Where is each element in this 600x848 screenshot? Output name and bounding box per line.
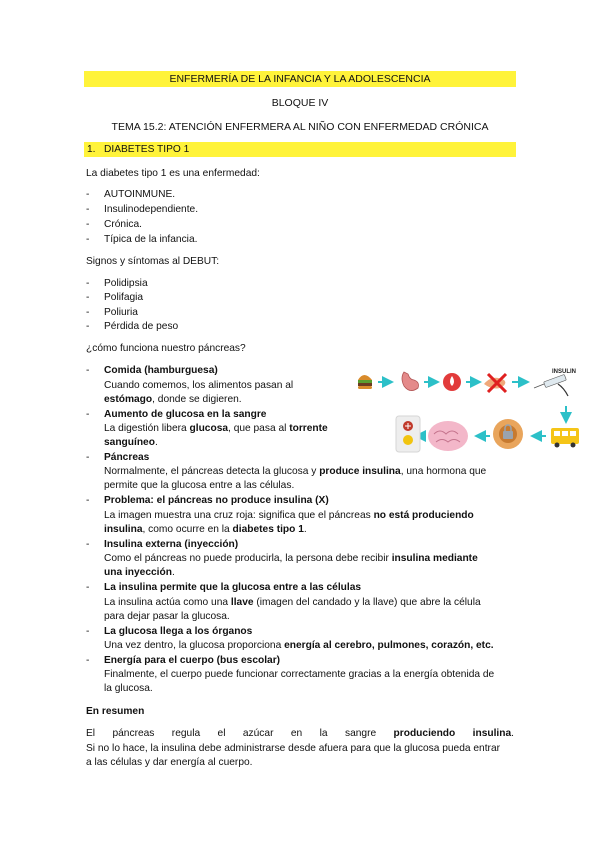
step-text: insulina, como ocurre en la diabetes tipo 1.: [104, 524, 307, 535]
bullet-dash: -: [86, 626, 90, 637]
bullet-dash: -: [86, 321, 90, 332]
step-title: Insulina externa (inyección): [104, 539, 239, 550]
course-title: ENFERMERÍA DE LA INFANCIA Y LA ADOLESCENCIA: [169, 73, 431, 85]
organs-icon: [396, 416, 420, 452]
step-title: La glucosa llega a los órganos: [104, 626, 253, 637]
list-item: AUTOINMUNE.: [104, 189, 176, 200]
question-text: ¿cómo funciona nuestro páncreas?: [86, 343, 246, 354]
step-text: Finalmente, el cuerpo puede funcionar correctamente gracias a la energía obtenida de: [104, 669, 495, 680]
bullet-dash: -: [86, 495, 90, 506]
list-item: Polidipsia: [104, 278, 148, 289]
bullet-dash: -: [86, 539, 90, 550]
brain-icon: [428, 421, 468, 451]
step-text: La insulina actúa como una llave (imagen del candado y la llave) que abre la célula: [104, 597, 481, 608]
pancreas-process-diagram: [348, 364, 588, 454]
cell-lock-icon: [493, 419, 523, 449]
bullet-dash: -: [86, 452, 90, 463]
syringe-icon: [534, 369, 576, 396]
list-item: Polifagia: [104, 292, 144, 303]
bullet-dash: -: [86, 234, 90, 245]
step-title: Páncreas: [104, 452, 150, 463]
summary-line-2: Si no lo hace, la insulina debe administrarse desde afuera para que la glucosa pueda entrar: [86, 743, 500, 754]
section-number: 1.: [87, 144, 96, 155]
step-text: una inyección.: [104, 567, 175, 578]
step-title: Comida (hamburguesa): [104, 365, 218, 376]
step-text: La digestión libera glucosa, que pasa al torrente: [104, 423, 328, 434]
summary-title: En resumen: [86, 706, 145, 717]
blood-drop-icon: [443, 373, 461, 391]
step-text: Cuando comemos, los alimentos pasan al: [104, 380, 294, 391]
step-title: Problema: el páncreas no produce insulina (X): [104, 495, 329, 506]
step-text: permite que la glucosa entre a las células.: [104, 480, 295, 491]
bullet-dash: -: [86, 582, 90, 593]
summary-line-3: a las células y dar energía al cuerpo.: [86, 757, 253, 768]
step-title: Energía para el cuerpo (bus escolar): [104, 655, 281, 666]
pancreas-x-icon: [484, 374, 506, 392]
bullet-dash: -: [86, 189, 90, 200]
list-item: Pérdida de peso: [104, 321, 179, 332]
step-text: estómago, donde se digieren.: [104, 394, 242, 405]
bullet-dash: -: [86, 292, 90, 303]
block-title: BLOQUE IV: [271, 97, 329, 109]
topic-title: TEMA 15.2: ATENCIÓN ENFERMERA AL NIÑO CON ENFERMEDAD CRÓNICA: [111, 121, 489, 133]
list-item: Crónica.: [104, 219, 142, 230]
step-text: Como el páncreas no puede producirla, la persona debe recibir insulina mediante: [104, 553, 478, 564]
section-title: DIABETES TIPO 1: [104, 144, 190, 155]
bullet-dash: -: [86, 655, 90, 666]
step-text: La imagen muestra una cruz roja: significa que el páncreas no está produciendo: [104, 510, 474, 521]
bullet-dash: -: [86, 409, 90, 420]
step-text: sanguíneo.: [104, 437, 158, 448]
bullet-dash: -: [86, 219, 90, 230]
list-item: Insulinodependiente.: [104, 204, 199, 215]
step-text: para dejar pasar la glucosa.: [104, 611, 230, 622]
burger-icon: [358, 375, 372, 389]
step-text: Una vez dentro, la glucosa proporciona energía al cerebro, pulmones, corazón, etc.: [104, 640, 494, 651]
list-item: Típica de la infancia.: [104, 234, 198, 245]
step-text: Normalmente, el páncreas detecta la glucosa y produce insulina, una hormona que: [104, 466, 487, 477]
signs-intro: Signos y síntomas al DEBUT:: [86, 256, 220, 267]
stomach-icon: [402, 372, 419, 391]
step-title: Aumento de glucosa en la sangre: [104, 409, 267, 420]
summary-line-1: El páncreas regula el azúcar en la sangre produciendo insulina.: [86, 728, 514, 739]
school-bus-icon: [551, 428, 579, 448]
bullet-dash: -: [86, 204, 90, 215]
step-text: la glucosa.: [104, 683, 153, 694]
intro-text: La diabetes tipo 1 es una enfermedad:: [86, 168, 260, 179]
bullet-dash: -: [86, 307, 90, 318]
bullet-dash: -: [86, 278, 90, 289]
bullet-dash: -: [86, 365, 90, 376]
list-item: Poliuria: [104, 307, 138, 318]
step-title: La insulina permite que la glucosa entre a las células: [104, 582, 362, 593]
insulin-label: INSULIN: [552, 369, 576, 375]
